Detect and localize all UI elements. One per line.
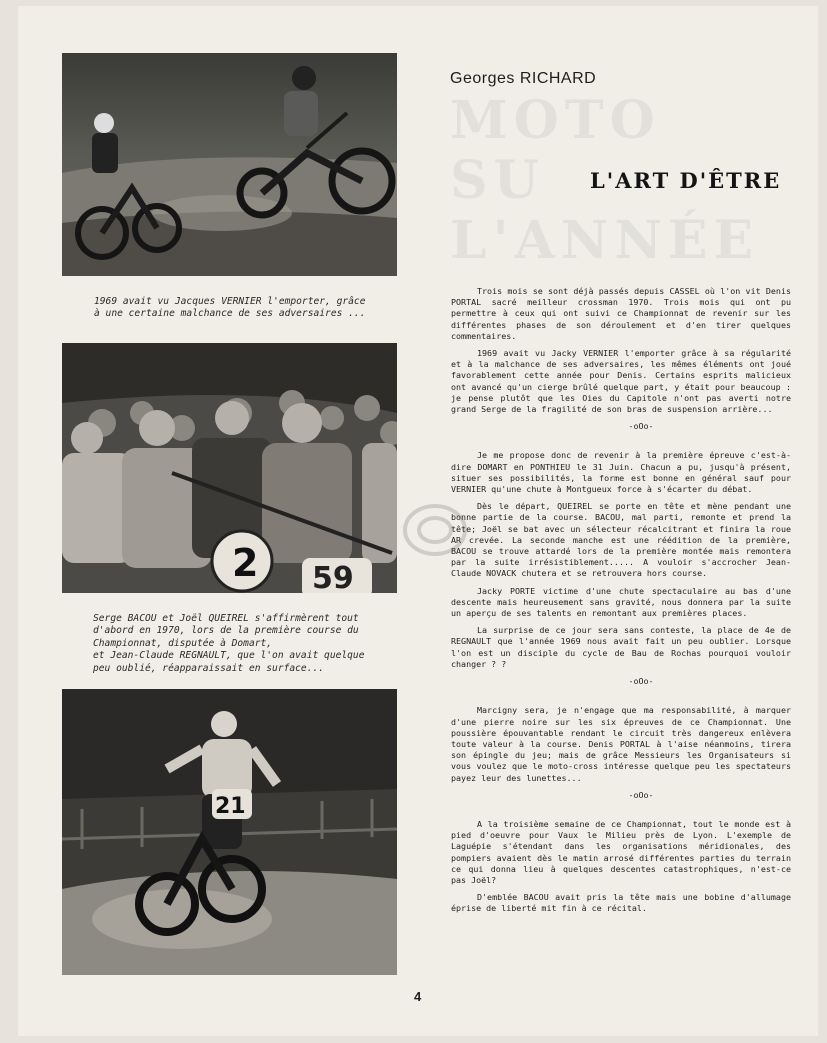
author-name: Georges RICHARD (450, 70, 597, 87)
article-paragraph: 1969 avait vu Jacky VERNIER l'emporter grâce à sa régularité et à la malchance de ses adversaires, les mêmes éléments ont joué favorablement cette année pour Denis. Certains esprits malicieux ont avancé qu'un cierge brûlé quelque part, y était pour beaucoup : je pense plutôt que les Oies du Capitole n'ont pas averti notre grand Serge de la fragilité de son bras de suspension arrière... (451, 348, 791, 415)
article-body (451, 286, 791, 921)
watermark-stamp (400, 500, 470, 560)
article-paragraph: La surprise de ce jour sera sans conteste, la place de 4e de REGNAULT que l'année 1969 nous avait fait un peu oublier. Lorsque l'on est un disciple du cycle de Bau de Rochas pourquoi vouloir changer ? ? (451, 625, 791, 669)
bleed-through-text: MOTO (450, 90, 661, 151)
section-separator: -oOo- (628, 421, 654, 432)
article-paragraph: Marcigny sera, je n'engage que ma responsabilité, à marquer d'une pierre noire sur les six épreuves de ce Championnat. Une poussière épouvantable rendant le circuit très dangereux enlèvera toute valeur à la course. Denis PORTAL à l'aise néanmoins, tirera son épingle du jeu; mais de grâce Messieurs les Organisateurs si vous voulez que le moto-cross intéresse quelque peu les spectateurs payez leur des lunettes... (451, 705, 791, 783)
article-paragraph: D'emblée BACOU avait pris la tête mais une bobine d'allumage éprise de liberté mit fin à ce récital. (451, 892, 791, 914)
photo-rider-21 (62, 689, 397, 975)
caption-line: à une certaine malchance de ses adversaires ... (94, 308, 366, 320)
section-separator: -oOo- (628, 676, 654, 687)
article-paragraph: Trois mois se sont déjà passés depuis CASSEL où l'on vit Denis PORTAL sacré meilleur crossman 1970. Trois mois qui ont pu permettre à ceux qui ont suivi ce Championnat de revenir sur les différentes phases de son déroulement et d'en tirer quelques commentaires. (451, 286, 791, 341)
article-paragraph: Je me propose donc de revenir à la première épreuve c'est-à-dire DOMART en PONTHIEU le 31 Juin. Chacun a pu, jusqu'à présent, situer ses possibilités, la forme est bonne en général sauf pour VERNIER qu'une chute à Montgueux force à s'écarter du débat. (451, 450, 791, 495)
section-separator: -oOo- (628, 789, 654, 800)
article-paragraph: Dès le départ, QUEIREL se porte en tête et mène pendant une bonne partie de la course. BACOU, mal parti, remonte et prend la tête; Joël se bat avec un sélecteur récalcitrant et finira la roue AR crevée. La seconde manche est une réédition de la première, BACOU se trouve attardé lors de la première montée mais remontera par la suite irrésistiblement..... A vouloir s'accrocher Jean-Claude NOVACK chutera et se retrouvera hors course. (451, 501, 791, 579)
caption-line: 1969 avait vu Jacques VERNIER l'emporter, grâce (94, 296, 366, 307)
caption-line: Serge BACOU et Joël QUEIREL s'affirmèrent tout (93, 613, 359, 624)
caption-line: peu oublié, réapparaissait en surface... (93, 662, 325, 674)
photo-riders-crowd (62, 343, 397, 593)
photo1-caption (94, 296, 394, 321)
article-paragraph: A la troisième semaine de ce Championnat, tout le monde est à pied d'oeuvre pour Vaux le Milieu près de Lyon. L'exemple de Laguépie s'étendant dans les organisations méridionales, des pompiers avaient dès le matin arrosé différentes parties du terrain ce qui donna lieu à quelques descentes catastrophiques, n'est-ce pas Joël? (451, 818, 791, 885)
bleed-through-text: SU (450, 150, 545, 211)
bleed-through-text: L'ANNÉE (450, 210, 760, 271)
article-paragraph: Jacky PORTE victime d'une chute spectaculaire au bas d'une descente mais heureusement sans gravité, nous donnera par la suite un aperçu de ses talents en remontant aux premières places. (451, 585, 791, 619)
photo-riders-slope (62, 53, 397, 276)
photo2-caption (93, 613, 403, 675)
article-title: L'ART D'ÊTRE (590, 168, 782, 193)
caption-line: d'abord en 1970, lors de la première course du (93, 625, 359, 637)
race-plate-2: 2 (232, 541, 259, 585)
race-plate-21: 21 (215, 794, 246, 819)
page-number: 4 (414, 989, 422, 1004)
caption-line: Championnat, disputée à Domart, (93, 637, 273, 649)
caption-line: et Jean-Claude REGNAULT, que l'on avait quelque (93, 650, 365, 662)
race-plate-59: 59 (312, 561, 354, 593)
